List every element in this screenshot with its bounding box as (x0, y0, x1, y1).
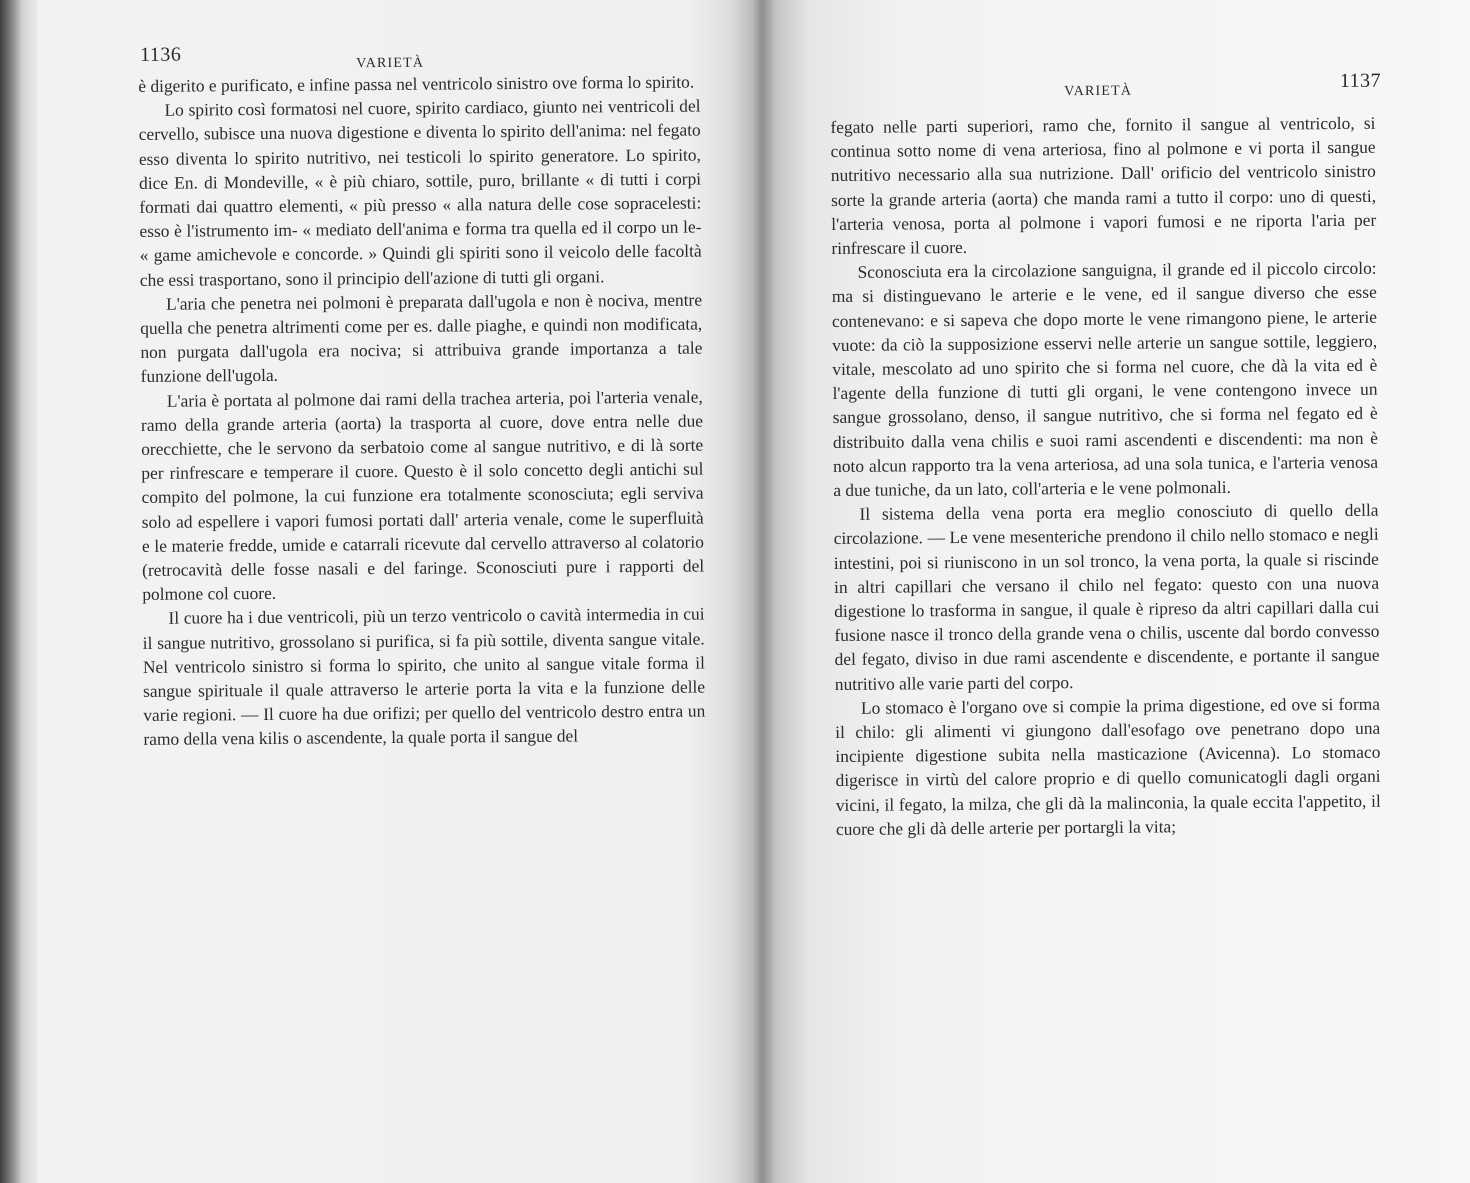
left-page (130, 40, 709, 1174)
running-head-title: VARIETÀ (356, 55, 425, 72)
paragraph: fegato nelle parti superiori, ramo che, fornito il sangue al ventricolo, si continua sotto nome di vena arteriosa, fino al polmone e vi porta il sangue nutritivo necessario alla sua nutrizione. Dall' orificio del ventricolo sinistro sorte la grande arteria (aorta) che manda rami a tutto il corpo: uno di questi, l'arteria venosa, porta al polmone i vapori fumosi e ne riporta l'aria per rinfrescare il cuore. (830, 112, 1377, 259)
running-head-title: VARIETÀ (1064, 83, 1133, 100)
paragraph: Lo spirito così formatosi nel cuore, spirito cardiaco, giunto nei ventricoli del cervello, subisce una nuova digestione e diventa lo spirito dell'anima: nel fegato esso diventa lo spirito nutritivo, nei testicoli lo spirito generatore. Lo spirito, dice En. di Mondeville, « è più chiaro, sottile, puro, brillante « di tutti i corpi formati dai quattro elementi, « più presso « alla natura delle cose sopracelesti: esso è l'istrumento im- « mediato dell'anima e forma tra quella ed il corpo un le- « game amichevole e concorde. » Quindi gli spiriti sono il veicolo delle facoltà che essi trasportano, sono il principio dell'azione di tutti gli organi. (138, 95, 702, 290)
page-number: 1137 (1339, 69, 1382, 92)
scan-edge-shadow (0, 0, 38, 1183)
running-head (130, 40, 700, 74)
page-number: 1136 (139, 43, 182, 66)
paragraph: Il cuore ha i due ventricoli, più un terzo ventricolo o cavità intermedia in cui il sangue nutritivo, grossolano si purifica, si fa più sottile, diventa sangue vitale. Nel ventricolo sinistro si forma lo spirito, che unito al sangue vitale forma il sangue spirituale il quale attraverso le arterie porta la vita e la funzione delle varie regioni. — Il cuore ha due orifizi; per quello del ventricolo destro entra un ramo della vena kilis o ascendente, la quale porta il sangue del (142, 603, 706, 750)
paragraph: L'aria è portata al polmone dai rami della trachea arteria, poi l'arteria venale, ramo della grande arteria (aorta) la trasporta al cuore, dove entra nelle due orecchiette, che le servono da serbatoio come al sangue nutritivo, e di là sorte per rinfrescare e temperare il cuore. Questo è il solo concetto degli antichi sul compito del polmone, la cui funzione era totalmente sconosciuta; egli serviva solo ad espellere i vapori fumosi portati dall' arteria venale, come le superfluità e le materie fredde, umide e catarrali ricevute dal cervello attraverso al colatorio (retrocavità delle fosse nasali e del faringe. Sconosciuti pure i rapporti del polmone col cuore. (140, 386, 705, 605)
paragraph: Lo stomaco è l'organo ove si compie la prima digestione, ed ove si forma il chilo: gli alimenti vi giungono dall'esofago ove penetrano dopo una incipiente digestione subita nella masticazione (Avicenna). Lo stomaco digerisce in virtù del calore proprio e di quello comunicatogli dagli organi vicini, il fegato, la milza, che gli dà la malinconia, la quale eccita l'appetito, il cuore che gli dà delle arterie per portargli la vita; (835, 693, 1381, 839)
paragraph: è digerito e purificato, e infine passa nel ventricolo sinistro ove forma lo spirito. (138, 71, 695, 96)
right-page (830, 66, 1384, 1180)
paragraph: L'aria che penetra nei polmoni è preparata dall'ugola e non è nociva, mentre quella che penetra altrimenti come per es. dalle piaghe, e quindi non modificata, non purgata dall'ugola era nociva; si attribuiva grande importanza a tale funzione dell'ugola. (140, 289, 703, 387)
page-body (830, 111, 1381, 841)
paragraph: Il sistema della vena porta era meglio conosciuto di quello della circolazione. — Le vene mesenteriche prendono il chilo nello stomaco e negli intestini, poi si riuniscono in un sol tronco, la vena porta, la quale si riscinde in altri capillari che versano il chilo nel fegato: questo con una nuova digestione lo trasforma in sangue, il quale è ripreso da altri capillari dalla cui fusione nasce il tronco della grande vena o chilis, uscente dal bordo convesso del fegato, diviso in due rami ascendente e discendente, e portante il sangue nutritivo alle varie parti del corpo. (833, 499, 1380, 694)
running-head (830, 66, 1382, 115)
paragraph: Sconosciuta era la circolazione sanguigna, il grande ed il piccolo circolo: ma si distinguevano le arterie e le vene, ed il sangue diverso che esse contenevano: e si sapeva che dopo morte le vene rimangono piene, le arterie vuote: da ciò la supposizione esservi nelle arterie un sangue sottile, leggiero, vitale, mescolato ad uno spirito che si forma nel cuore, che dà la vita ed è l'agente della funzione di tutti gli organi, le vene contengono invece un sangue grossolano, denso, il sangue nutritivo, che si forma nel fegato ed è distribuito dalla vena chilis e suoi rami ascendenti e discendenti: ma non è noto alcun rapporto tra la vena arteriosa, ad una sola tunica, e l'arteria venosa a due tuniche, da un lato, coll'arteria e le vene polmonali. (831, 257, 1379, 501)
page-body (130, 70, 705, 752)
